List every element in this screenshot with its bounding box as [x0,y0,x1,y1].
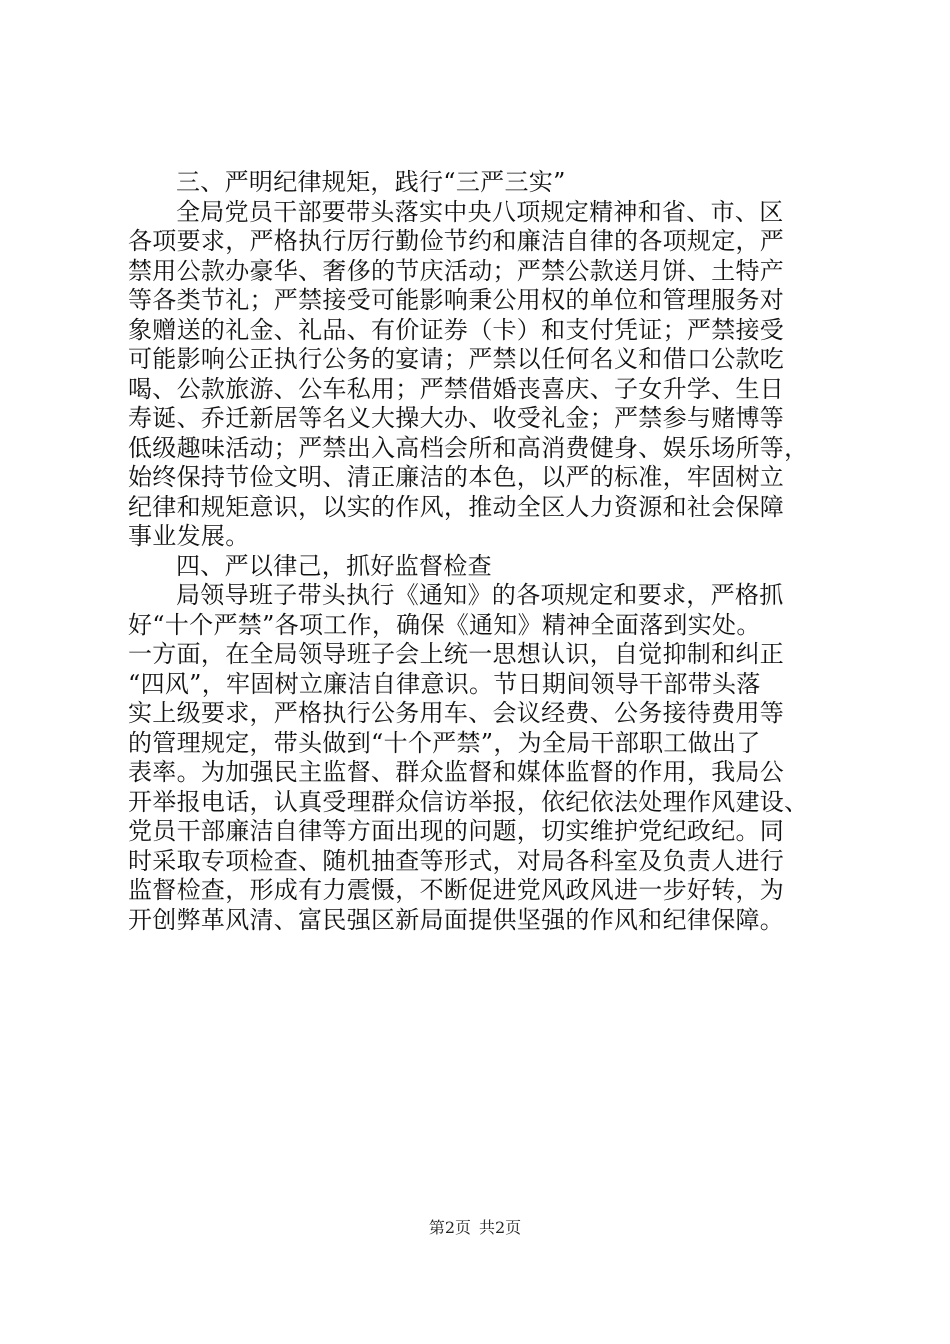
paragraph-line: 表率。为加强民主监督、群众监督和媒体监督的作用，我局公 [128,758,785,786]
paragraph-line: 各项要求，严格执行厉行勤俭节约和廉洁自律的各项规定，严 [128,227,785,255]
paragraph-line: 喝、公款旅游、公车私用；严禁借婚丧喜庆、子女升学、生日 [128,374,785,403]
paragraph-line: 寿诞、乔迁新居等名义大操大办、收受礼金；严禁参与赌博等 [128,404,785,432]
paragraph-line: 好“十个严禁”各项工作，确保《通知》精神全面落到实处。 [128,610,761,639]
paragraph-line: 开举报电话，认真受理群众信访举报，依纪依法处理作风建设、 [128,787,809,816]
page-number: 第2页 [428,1218,471,1237]
section-heading-3: 三、严明纪律规矩，践行“三严三实” [176,168,566,196]
document-body [128,168,843,935]
paragraph-line: 全局党员干部要带头落实中央八项规定精神和省、市、区 [176,197,784,226]
paragraph-line: 的管理规定，带头做到“十个严禁”，为全局干部职工做出了 [128,728,761,757]
paragraph-line: 象赠送的礼金、礼品、有价证券（卡）和支付凭证；严禁接受 [128,315,785,344]
paragraph-line: 纪律和规矩意识，以实的作风，推动全区人力资源和社会保障 [128,492,785,521]
paragraph-line: 监督检查，形成有力震慑，不断促进党风政风进一步好转，为 [128,876,785,904]
paragraph-line: 局领导班子带头执行《通知》的各项规定和要求，严格抓 [176,581,784,609]
paragraph-line: 始终保持节俭文明、清正廉洁的本色，以严的标准，牢固树立 [128,463,785,491]
page-footer [0,1215,950,1238]
paragraph-line: 党员干部廉洁自律等方面出现的问题，切实维护党纪政纪。同 [128,817,785,845]
paragraph-line: 开创弊革风清、富民强区新局面提供坚强的作风和纪律保障。 [128,905,785,934]
section-heading-4: 四、严以律己，抓好监督检查 [176,551,492,580]
paragraph-line: 可能影响公正执行公务的宴请；严禁以任何名义和借口公款吃 [128,345,785,373]
paragraph-line: 实上级要求，严格执行公务用车、会议经费、公务接待费用等 [128,699,785,727]
paragraph-line: 低级趣味活动；严禁出入高档会所和高消费健身、娱乐场所等， [128,433,809,462]
page-total: 共2页 [479,1218,522,1237]
paragraph-line: 事业发展。 [128,522,250,550]
paragraph-line: 一方面，在全局领导班子会上统一思想认识，自觉抑制和纠正 [128,640,785,668]
paragraph-line: “四风”，牢固树立廉洁自律意识。节日期间领导干部带头落 [128,669,761,698]
paragraph-line: 时采取专项检查、随机抽查等形式，对局各科室及负责人进行 [128,846,785,875]
paragraph-line: 禁用公款办豪华、奢侈的节庆活动；严禁公款送月饼、土特产 [128,256,785,285]
paragraph-line: 等各类节礼；严禁接受可能影响秉公用权的单位和管理服务对 [128,286,785,314]
